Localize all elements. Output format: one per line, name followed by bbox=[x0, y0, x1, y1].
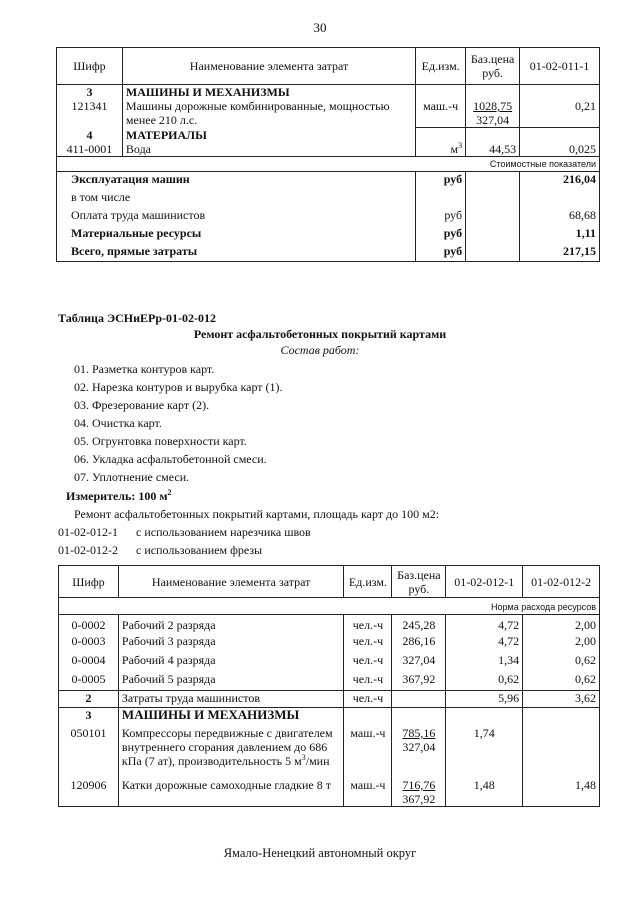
table-row bbox=[59, 708, 600, 769]
price-top: 1028,75 bbox=[473, 99, 513, 113]
norm-value-1: 4,72 bbox=[446, 615, 523, 634]
list-item: 05. Огрунтовка поверхности карт. bbox=[74, 434, 247, 448]
resource-unit: маш.-ч bbox=[344, 768, 392, 807]
resource-unit: маш.-ч bbox=[416, 85, 466, 128]
table-row bbox=[59, 615, 600, 634]
description: Ремонт асфальтобетонных покрытий картами, площадь карт до 100 м2: bbox=[74, 507, 440, 521]
list-item: 07. Уплотнение смеси. bbox=[74, 470, 190, 484]
work-list bbox=[74, 362, 283, 488]
variant-text: с использованием нарезчика швов bbox=[136, 525, 311, 539]
list-item: 01. Разметка контуров карт. bbox=[74, 362, 215, 376]
name-end: /мин bbox=[305, 754, 330, 768]
norm-value: 0,21 bbox=[520, 85, 600, 128]
table-row bbox=[59, 768, 600, 807]
section-title: МАШИНЫ И МЕХАНИЗМЫ bbox=[121, 707, 300, 722]
resource-code: 0-0004 bbox=[59, 653, 119, 672]
price-bottom: 327,04 bbox=[476, 113, 510, 127]
norm-value-2: 2,00 bbox=[523, 615, 600, 634]
resource-name: Рабочий 5 разряда bbox=[118, 672, 344, 691]
table-row bbox=[57, 172, 600, 190]
summary-unit: руб bbox=[416, 226, 466, 244]
resource-name: Затраты труда машинистов bbox=[118, 691, 344, 708]
table-row bbox=[57, 128, 600, 157]
section-title: МАТЕРИАЛЫ bbox=[125, 127, 207, 142]
list-item: 04. Очистка карт. bbox=[74, 416, 162, 430]
cost-table-2 bbox=[58, 565, 600, 807]
resource-unit: чел.-ч bbox=[344, 634, 392, 653]
norm-value-2: 2,00 bbox=[523, 634, 600, 653]
resource-code: 0-0005 bbox=[59, 672, 119, 691]
resource-unit: маш.-ч bbox=[344, 708, 392, 769]
resource-price: 245,28 bbox=[392, 615, 446, 634]
variant-row bbox=[58, 525, 311, 539]
summary-unit: руб bbox=[416, 172, 466, 190]
table-row bbox=[59, 634, 600, 653]
norm-value-1: 5,96 bbox=[446, 691, 523, 708]
resource-name: Рабочий 2 разряда bbox=[118, 615, 344, 634]
table-row bbox=[57, 226, 600, 244]
price-top: 785,16 bbox=[402, 726, 436, 740]
price-bottom: 327,04 bbox=[402, 740, 436, 754]
norm-value-1: 4,72 bbox=[446, 634, 523, 653]
norm-value-1: 0,62 bbox=[446, 672, 523, 691]
summary-value: 68,68 bbox=[520, 208, 600, 226]
table-row bbox=[57, 85, 600, 128]
norm-label: Норма расхода ресурсов bbox=[59, 598, 600, 615]
resource-price: 286,16 bbox=[392, 634, 446, 653]
summary-label: в том числе bbox=[57, 190, 416, 208]
price-top: 716,76 bbox=[402, 778, 436, 792]
resource-name: Рабочий 3 разряда bbox=[118, 634, 344, 653]
norm-value-2 bbox=[523, 708, 600, 769]
summary-value: 216,04 bbox=[520, 172, 600, 190]
resource-unit: м bbox=[450, 142, 459, 156]
cost-table-1 bbox=[56, 47, 600, 262]
measure-unit bbox=[66, 489, 172, 503]
norm-value-1: 1,74 bbox=[446, 708, 523, 769]
resource-price: 44,53 bbox=[466, 128, 520, 157]
name-superscript: 3 bbox=[301, 753, 306, 762]
resource-price: 327,04 bbox=[392, 653, 446, 672]
norm-value-2: 0,62 bbox=[523, 672, 600, 691]
header-col2: 01-02-012-2 bbox=[523, 566, 600, 598]
cost-indicators-label: Стоимостные показатели bbox=[57, 157, 600, 172]
page-footer: Ямало-Ненецкий автономный округ bbox=[223, 846, 417, 860]
table-row bbox=[59, 691, 600, 708]
summary-label: Оплата труда машинистов bbox=[57, 208, 416, 226]
table-row bbox=[57, 208, 600, 226]
resource-price: 367,92 bbox=[392, 672, 446, 691]
resource-name: Вода bbox=[125, 141, 151, 156]
page-number: 30 bbox=[313, 20, 327, 35]
header-unit: Ед.изм. bbox=[344, 566, 392, 598]
variant-row bbox=[58, 543, 262, 557]
variant-code: 01-02-012-1 bbox=[58, 525, 118, 539]
resource-unit: чел.-ч bbox=[344, 653, 392, 672]
table-subtitle: Ремонт асфальтобетонных покрытий картами bbox=[193, 327, 447, 341]
resource-code: 121341 bbox=[71, 99, 108, 113]
resource-name: Машины дорожные комбинированные, мощностью менее 210 л.с. bbox=[125, 99, 390, 127]
variant-code: 01-02-012-2 bbox=[58, 543, 118, 557]
header-name: Наименование элемента затрат bbox=[122, 48, 415, 85]
unit-superscript: 3 bbox=[458, 141, 463, 150]
table-title: Таблица ЭСНиЕРр-01-02-012 bbox=[58, 311, 217, 325]
summary-value: 217,15 bbox=[520, 244, 600, 262]
header-price: Баз.цена руб. bbox=[466, 48, 520, 85]
resource-code: 411-0001 bbox=[66, 141, 113, 156]
header-code: Шифр bbox=[59, 566, 119, 598]
norm-value-1: 1,48 bbox=[446, 768, 523, 807]
variant-text: с использованием фрезы bbox=[136, 543, 263, 557]
resource-code: 0-0002 bbox=[59, 615, 119, 634]
measure-superscript: 2 bbox=[167, 488, 172, 497]
list-item: 06. Укладка асфальтобетонной смеси. bbox=[74, 452, 267, 466]
norm-value-1: 1,34 bbox=[446, 653, 523, 672]
resource-unit: чел.-ч bbox=[344, 672, 392, 691]
norm-value-2: 1,48 bbox=[523, 768, 600, 807]
summary-label: Всего, прямые затраты bbox=[57, 244, 416, 262]
resource-code: 050101 bbox=[70, 726, 107, 740]
section-title: МАШИНЫ И МЕХАНИЗМЫ bbox=[125, 85, 290, 99]
section-number: 2 bbox=[59, 691, 119, 708]
section-number: 3 bbox=[85, 708, 92, 722]
price-bottom: 367,92 bbox=[402, 792, 436, 806]
table-row bbox=[57, 244, 600, 262]
header-col1: 01-02-012-1 bbox=[446, 566, 523, 598]
resource-unit: чел.-ч bbox=[344, 691, 392, 708]
list-item: 02. Нарезка контуров и вырубка карт (1). bbox=[74, 380, 283, 394]
header-code: Шифр bbox=[57, 48, 123, 85]
section-number: 4 bbox=[86, 127, 93, 142]
work-composition-title: Состав работ: bbox=[280, 343, 360, 357]
table-row bbox=[57, 190, 600, 208]
summary-label: Эксплуатация машин bbox=[57, 172, 416, 190]
resource-code: 0-0003 bbox=[59, 634, 119, 653]
norm-value-2: 3,62 bbox=[523, 691, 600, 708]
summary-unit: руб bbox=[416, 208, 466, 226]
section-number: 3 bbox=[86, 85, 93, 99]
resource-name-text: Компрессоры передвижные с двигателем внутреннего сгорания давлением до 686 кПа (7 ат), производительность 5 м bbox=[121, 726, 333, 768]
header-col1: 01-02-011-1 bbox=[520, 48, 600, 85]
summary-unit: руб bbox=[416, 244, 466, 262]
resource-name: Катки дорожные самоходные гладкие 8 т bbox=[118, 768, 344, 807]
table-row bbox=[59, 653, 600, 672]
norm-value: 0,025 bbox=[520, 128, 600, 157]
summary-label: Материальные ресурсы bbox=[57, 226, 416, 244]
header-unit: Ед.изм. bbox=[416, 48, 466, 85]
summary-value: 1,11 bbox=[520, 226, 600, 244]
norm-value-2: 0,62 bbox=[523, 653, 600, 672]
resource-name bbox=[122, 726, 341, 768]
resource-unit: чел.-ч bbox=[344, 615, 392, 634]
resource-name: Рабочий 4 разряда bbox=[118, 653, 344, 672]
resource-code: 120906 bbox=[59, 768, 119, 807]
header-price: Баз.цена руб. bbox=[392, 566, 446, 598]
list-item: 03. Фрезерование карт (2). bbox=[74, 398, 210, 412]
measure-text: Измеритель: 100 м bbox=[66, 489, 168, 503]
table-row bbox=[59, 672, 600, 691]
header-name: Наименование элемента затрат bbox=[118, 566, 344, 598]
